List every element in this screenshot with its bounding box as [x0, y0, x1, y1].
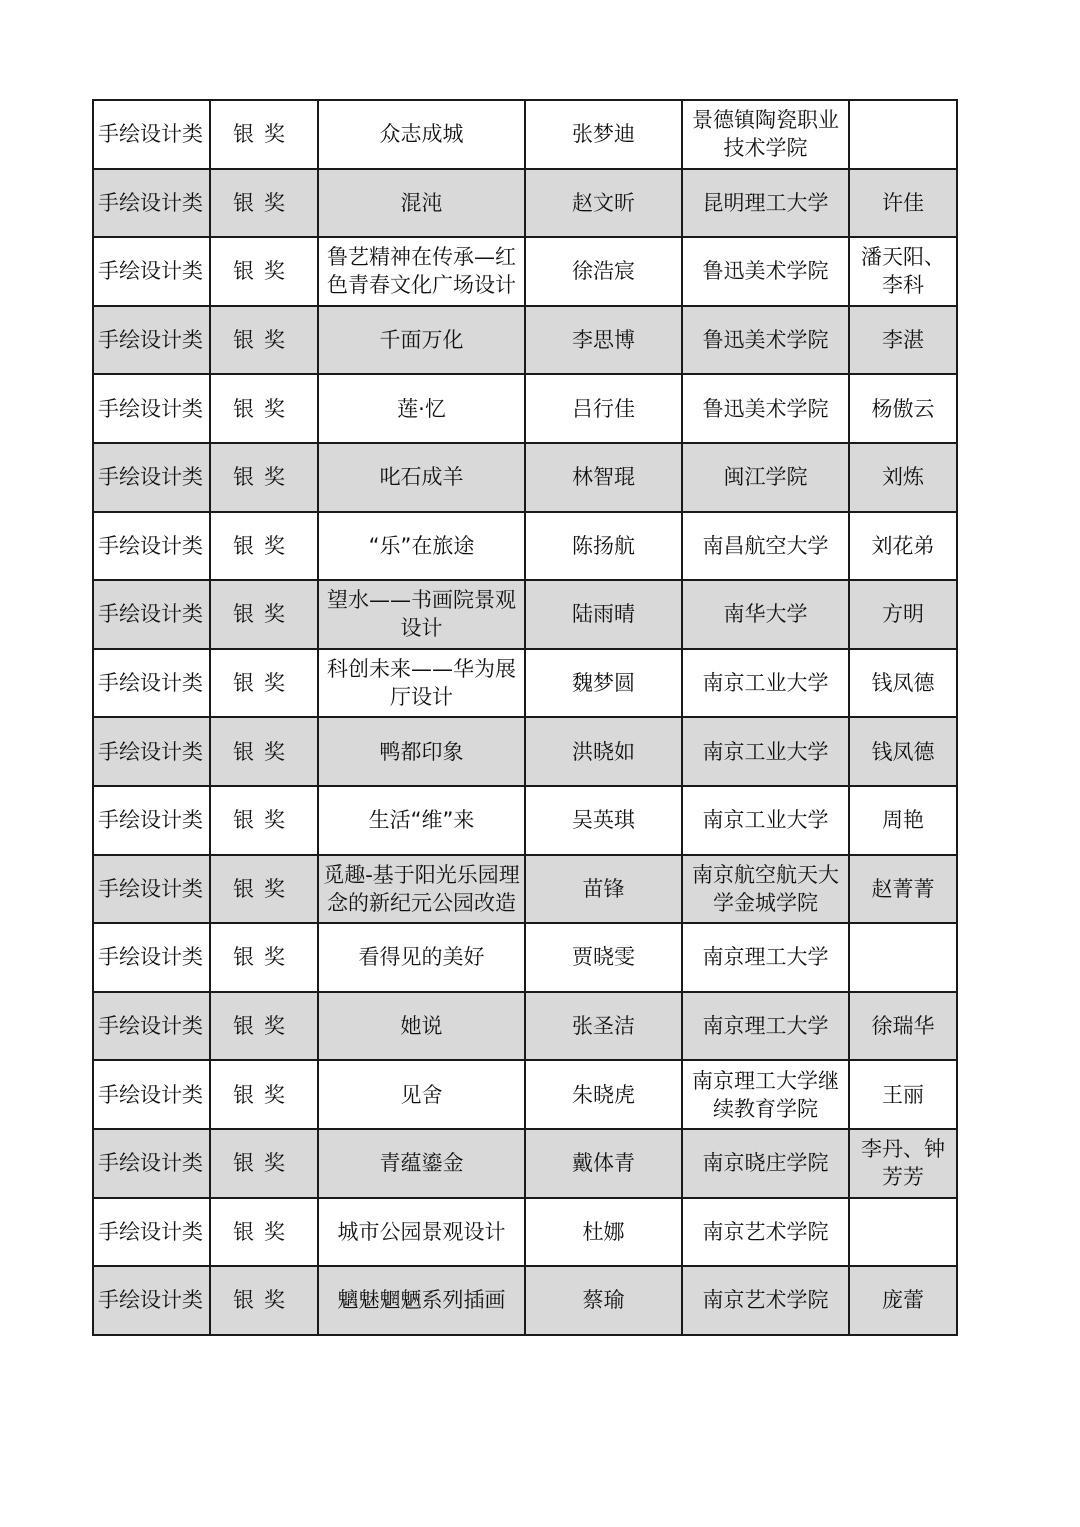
category-cell-text: 手绘设计类 [98, 808, 203, 833]
advisor-cell [849, 237, 957, 306]
award-cell-text: 银奖 [233, 1288, 295, 1313]
award-cell-text: 银奖 [233, 808, 295, 833]
table-row [93, 1198, 957, 1267]
title-cell-text: 莲·忆 [397, 396, 446, 421]
category-cell [93, 1129, 210, 1198]
title-cell [318, 649, 525, 718]
school-cell-text: 南京理工大学 [702, 1014, 829, 1039]
category-cell [93, 443, 210, 512]
category-cell-text: 手绘设计类 [98, 602, 203, 627]
advisor-cell [849, 443, 957, 512]
author-cell-text: 赵文昕 [572, 190, 635, 215]
title-cell [318, 923, 525, 992]
award-cell-text: 银奖 [233, 1082, 295, 1107]
category-cell [93, 100, 210, 169]
award-cell [210, 1129, 318, 1198]
school-cell-text: 南京工业大学 [702, 808, 829, 833]
category-cell-text: 手绘设计类 [98, 876, 203, 901]
advisor-cell-text: 方明 [882, 602, 924, 627]
award-cell-text: 银奖 [233, 190, 295, 215]
category-cell-text: 手绘设计类 [98, 259, 203, 284]
school-cell [682, 992, 849, 1061]
school-cell [682, 923, 849, 992]
title-cell [318, 1266, 525, 1335]
school-cell [682, 717, 849, 786]
author-cell-text: 魏梦圆 [572, 671, 635, 696]
advisor-cell [849, 855, 957, 924]
table-row [93, 374, 957, 443]
school-cell-text: 景德镇陶瓷职业技术学院 [692, 108, 839, 161]
table-row [93, 237, 957, 306]
title-cell-text: 看得见的美好 [358, 945, 485, 970]
award-cell [210, 580, 318, 649]
school-cell [682, 169, 849, 238]
category-cell-text: 手绘设计类 [98, 1082, 203, 1107]
title-cell [318, 580, 525, 649]
school-cell [682, 580, 849, 649]
award-cell-text: 银奖 [233, 876, 295, 901]
category-cell-text: 手绘设计类 [98, 945, 203, 970]
school-cell-text: 南京理工大学继续教育学院 [692, 1068, 839, 1121]
table-row [93, 100, 957, 169]
school-cell-text: 昆明理工大学 [702, 190, 829, 215]
award-cell [210, 1266, 318, 1335]
title-cell-text: 鲁艺精神在传承—红色青春文化广场设计 [327, 245, 516, 298]
author-cell-text: 张梦迪 [572, 122, 635, 147]
table-row [93, 169, 957, 238]
author-cell-text: 蔡瑜 [582, 1288, 625, 1313]
award-cell [210, 786, 318, 855]
school-cell [682, 1129, 849, 1198]
category-cell-text: 手绘设计类 [98, 671, 203, 696]
author-cell [525, 717, 682, 786]
school-cell [682, 1198, 849, 1267]
author-cell-text: 朱晓虎 [572, 1082, 635, 1107]
advisor-cell-text: 赵菁菁 [871, 876, 935, 901]
category-cell [93, 1266, 210, 1335]
author-cell-text: 贾晓雯 [572, 945, 635, 970]
title-cell [318, 100, 525, 169]
category-cell [93, 649, 210, 718]
category-cell-text: 手绘设计类 [98, 465, 203, 490]
school-cell [682, 1060, 849, 1129]
award-cell [210, 237, 318, 306]
category-cell-text: 手绘设计类 [98, 739, 203, 764]
category-cell-text: 手绘设计类 [98, 122, 203, 147]
author-cell [525, 855, 682, 924]
advisor-cell-text: 杨傲云 [871, 396, 935, 421]
author-cell [525, 306, 682, 375]
advisor-cell [849, 1060, 957, 1129]
table-row [93, 786, 957, 855]
author-cell [525, 580, 682, 649]
table-row [93, 717, 957, 786]
advisor-cell [849, 923, 957, 992]
advisor-cell-text: 王丽 [882, 1082, 924, 1107]
category-cell-text: 手绘设计类 [98, 328, 203, 353]
author-cell [525, 1198, 682, 1267]
school-cell [682, 237, 849, 306]
school-cell-text: 南京工业大学 [702, 671, 829, 696]
advisor-cell-text: 周艳 [882, 808, 924, 833]
advisor-cell [849, 580, 957, 649]
award-cell [210, 306, 318, 375]
table-row [93, 512, 957, 581]
title-cell-text: 众志成城 [379, 122, 464, 147]
school-cell [682, 374, 849, 443]
school-cell [682, 786, 849, 855]
author-cell-text: 林智琨 [572, 465, 635, 490]
category-cell [93, 237, 210, 306]
category-cell [93, 1198, 210, 1267]
author-cell-text: 徐浩宸 [572, 259, 635, 284]
author-cell-text: 戴体青 [572, 1151, 635, 1176]
author-cell [525, 512, 682, 581]
school-cell-text: 南京工业大学 [702, 739, 829, 764]
award-cell-text: 银奖 [233, 328, 295, 353]
category-cell-text: 手绘设计类 [98, 190, 203, 215]
table-row [93, 855, 957, 924]
title-cell [318, 443, 525, 512]
school-cell-text: 南昌航空大学 [702, 533, 829, 558]
award-cell-text: 银奖 [233, 396, 295, 421]
author-cell-text: 吕行佳 [572, 396, 635, 421]
award-cell [210, 374, 318, 443]
advisor-cell [849, 649, 957, 718]
award-cell [210, 649, 318, 718]
advisor-cell-text: 刘炼 [882, 465, 924, 490]
title-cell-text: 见舍 [400, 1082, 443, 1107]
award-cell [210, 717, 318, 786]
author-cell-text: 吴英琪 [572, 808, 635, 833]
award-cell-text: 银奖 [233, 259, 295, 284]
category-cell [93, 169, 210, 238]
category-cell [93, 992, 210, 1061]
title-cell [318, 1129, 525, 1198]
school-cell [682, 512, 849, 581]
school-cell-text: 南京艺术学院 [702, 1288, 829, 1313]
title-cell-text: 混沌 [400, 190, 443, 215]
category-cell-text: 手绘设计类 [98, 396, 203, 421]
category-cell [93, 512, 210, 581]
title-cell [318, 237, 525, 306]
award-cell [210, 443, 318, 512]
table-row [93, 1266, 957, 1335]
title-cell-text: 城市公园景观设计 [337, 1219, 506, 1244]
school-cell [682, 306, 849, 375]
category-cell [93, 374, 210, 443]
author-cell [525, 649, 682, 718]
author-cell-text: 李思博 [572, 328, 635, 353]
title-cell-text: 叱石成羊 [379, 465, 464, 490]
school-cell-text: 南华大学 [723, 602, 808, 627]
author-cell [525, 374, 682, 443]
category-cell-text: 手绘设计类 [98, 1219, 203, 1244]
school-cell [682, 100, 849, 169]
award-cell [210, 1060, 318, 1129]
table-row [93, 1060, 957, 1129]
award-cell [210, 100, 318, 169]
author-cell-text: 陈扬航 [572, 533, 635, 558]
category-cell [93, 306, 210, 375]
author-cell [525, 237, 682, 306]
author-cell [525, 1129, 682, 1198]
category-cell [93, 855, 210, 924]
author-cell-text: 张圣洁 [572, 1014, 635, 1039]
title-cell-text: 觅趣-基于阳光乐园理念的新纪元公园改造 [323, 862, 520, 915]
school-cell-text: 南京艺术学院 [702, 1219, 829, 1244]
author-cell-text: 洪晓如 [572, 739, 635, 764]
advisor-cell-text: 李湛 [882, 328, 924, 353]
advisor-cell [849, 374, 957, 443]
author-cell [525, 100, 682, 169]
school-cell [682, 1266, 849, 1335]
advisor-cell-text: 徐瑞华 [871, 1014, 935, 1039]
title-cell-text: 魑魅魍魉系列插画 [337, 1288, 506, 1313]
award-cell [210, 169, 318, 238]
title-cell-text: 望水——书画院景观设计 [327, 588, 516, 641]
title-cell [318, 855, 525, 924]
school-cell-text: 闽江学院 [723, 465, 808, 490]
award-cell-text: 银奖 [233, 739, 295, 764]
category-cell-text: 手绘设计类 [98, 1288, 203, 1313]
title-cell-text: 青蕴鎏金 [379, 1151, 464, 1176]
title-cell-text: 生活“维”来 [368, 808, 475, 833]
award-cell [210, 1198, 318, 1267]
award-cell-text: 银奖 [233, 1219, 295, 1244]
title-cell [318, 1060, 525, 1129]
advisor-cell-text: 许佳 [882, 190, 924, 215]
advisor-cell-text: 钱凤德 [871, 739, 935, 764]
awards-table-body [93, 100, 957, 1335]
award-cell-text: 银奖 [233, 1151, 295, 1176]
category-cell [93, 717, 210, 786]
category-cell [93, 786, 210, 855]
advisor-cell-text: 钱凤德 [871, 671, 935, 696]
advisor-cell [849, 992, 957, 1061]
title-cell [318, 992, 525, 1061]
title-cell-text: 千面万化 [379, 328, 464, 353]
author-cell [525, 1060, 682, 1129]
table-row [93, 306, 957, 375]
title-cell-text: “乐”在旅途 [368, 533, 475, 558]
title-cell [318, 374, 525, 443]
advisor-cell [849, 717, 957, 786]
advisor-cell [849, 1129, 957, 1198]
advisor-cell [849, 306, 957, 375]
award-cell [210, 923, 318, 992]
author-cell [525, 1266, 682, 1335]
award-cell-text: 银奖 [233, 671, 295, 696]
table-row [93, 992, 957, 1061]
category-cell [93, 580, 210, 649]
advisor-cell [849, 512, 957, 581]
award-cell-text: 银奖 [233, 465, 295, 490]
advisor-cell [849, 100, 957, 169]
table-row [93, 580, 957, 649]
school-cell-text: 鲁迅美术学院 [702, 328, 829, 353]
author-cell [525, 923, 682, 992]
award-cell-text: 银奖 [233, 122, 295, 147]
author-cell-text: 陆雨晴 [572, 602, 635, 627]
award-cell-text: 银奖 [233, 602, 295, 627]
title-cell-text: 科创未来——华为展厅设计 [327, 657, 516, 710]
author-cell-text: 苗锋 [582, 876, 625, 901]
author-cell [525, 786, 682, 855]
author-cell [525, 992, 682, 1061]
author-cell-text: 杜娜 [582, 1219, 625, 1244]
title-cell-text: 鸭都印象 [379, 739, 464, 764]
advisor-cell-text: 刘花弟 [871, 533, 935, 558]
title-cell [318, 1198, 525, 1267]
advisor-cell-text: 李丹、钟芳芳 [861, 1137, 945, 1190]
award-cell [210, 512, 318, 581]
school-cell [682, 649, 849, 718]
school-cell-text: 鲁迅美术学院 [702, 396, 829, 421]
awards-table [92, 99, 958, 1336]
advisor-cell-text: 庞蕾 [882, 1288, 924, 1313]
title-cell [318, 306, 525, 375]
advisor-cell [849, 1198, 957, 1267]
award-cell [210, 855, 318, 924]
school-cell [682, 855, 849, 924]
table-row [93, 1129, 957, 1198]
category-cell [93, 1060, 210, 1129]
advisor-cell [849, 1266, 957, 1335]
award-cell [210, 992, 318, 1061]
title-cell [318, 717, 525, 786]
school-cell-text: 南京航空航天大学金城学院 [692, 862, 839, 915]
title-cell [318, 512, 525, 581]
title-cell [318, 786, 525, 855]
school-cell-text: 南京晓庄学院 [702, 1151, 829, 1176]
school-cell-text: 南京理工大学 [702, 945, 829, 970]
award-cell-text: 银奖 [233, 945, 295, 970]
award-cell-text: 银奖 [233, 1014, 295, 1039]
school-cell [682, 443, 849, 512]
category-cell-text: 手绘设计类 [98, 1151, 203, 1176]
category-cell-text: 手绘设计类 [98, 1014, 203, 1039]
advisor-cell [849, 786, 957, 855]
school-cell-text: 鲁迅美术学院 [702, 259, 829, 284]
advisor-cell [849, 169, 957, 238]
table-row [93, 649, 957, 718]
advisor-cell-text: 潘天阳、李科 [861, 245, 945, 298]
author-cell [525, 169, 682, 238]
category-cell-text: 手绘设计类 [98, 533, 203, 558]
table-row [93, 443, 957, 512]
award-cell-text: 银奖 [233, 533, 295, 558]
category-cell [93, 923, 210, 992]
table-row [93, 923, 957, 992]
title-cell-text: 她说 [400, 1014, 443, 1039]
title-cell [318, 169, 525, 238]
author-cell [525, 443, 682, 512]
